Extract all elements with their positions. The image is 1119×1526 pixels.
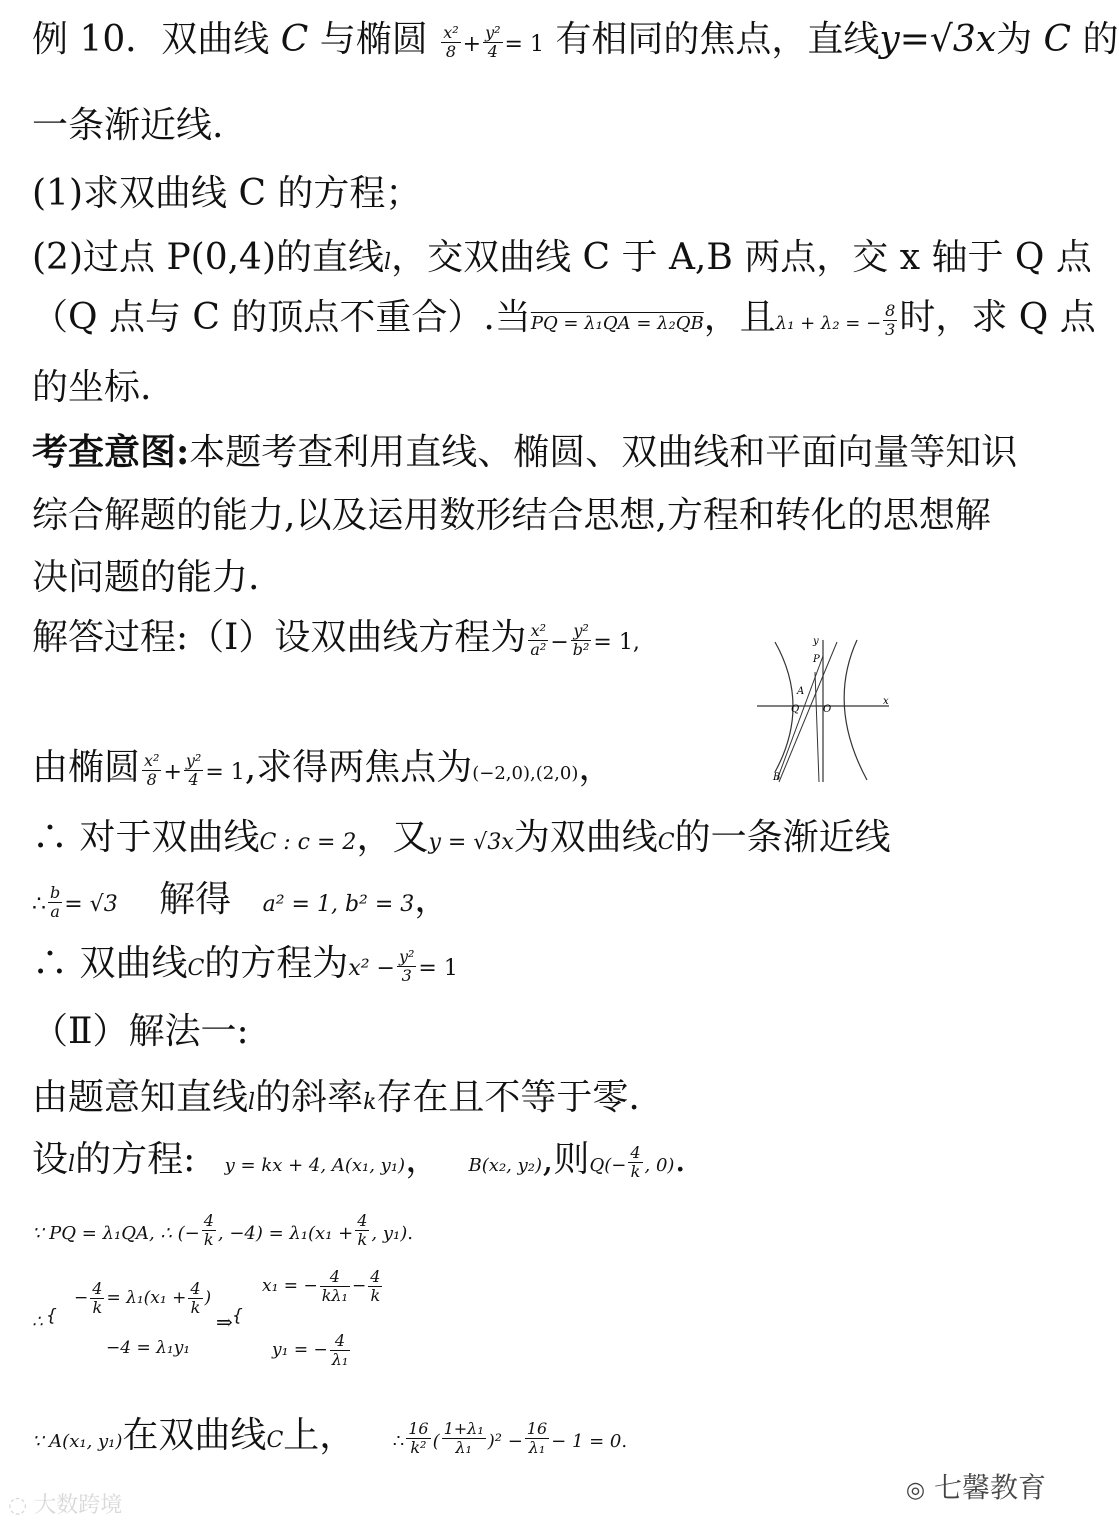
denominator: 4 xyxy=(184,770,203,789)
text: 设 xyxy=(32,1139,69,1180)
denominator: k xyxy=(368,1286,382,1305)
intent-line-1 xyxy=(32,430,1017,475)
numerator: 8 xyxy=(885,300,896,320)
watermark-left xyxy=(8,1488,122,1519)
math: ( xyxy=(432,1431,440,1452)
denominator: k xyxy=(628,1162,642,1181)
example-title-line xyxy=(32,18,1119,67)
denominator: k xyxy=(188,1298,202,1317)
hyperbola-figure xyxy=(755,632,900,784)
numerator: 4 xyxy=(329,1267,340,1286)
minus: − xyxy=(550,630,569,655)
plus: + xyxy=(163,760,182,785)
intent-line-3: 决问题的能力. xyxy=(32,557,260,598)
fraction xyxy=(525,1420,549,1457)
question-1: (1)求双曲线 C 的方程； xyxy=(32,173,422,214)
text: (2)过点 P(0,4)的直线 xyxy=(32,237,385,278)
math: − 1 = 0 xyxy=(551,1431,622,1452)
plus: + xyxy=(462,32,482,57)
text: 的 xyxy=(1082,19,1119,60)
text: . xyxy=(674,1139,686,1180)
numerator: 4 xyxy=(370,1267,381,1286)
fraction xyxy=(202,1212,216,1249)
intent-line-2: 综合解题的能力,以及运用数形结合思想,方程和转化的思想解 xyxy=(32,495,991,536)
text: 解答过程:（Ⅰ）设双曲线方程为 xyxy=(32,617,527,658)
therefore: ∴ xyxy=(32,892,46,917)
system-left-eq-2: −4 = λ₁y₁ xyxy=(106,1338,191,1358)
denominator: 3 xyxy=(397,966,416,985)
example-line-2: 一条渐近线. xyxy=(32,105,224,146)
lambda-sum: λ₁ + λ₂ = − xyxy=(775,313,882,334)
solution-line-10 xyxy=(32,1414,627,1464)
denominator: a² xyxy=(530,639,547,659)
text: 为双曲线 xyxy=(513,817,658,858)
text: ,则 xyxy=(542,1139,590,1180)
math: k xyxy=(363,1090,377,1115)
numerator: 4 xyxy=(190,1279,201,1298)
watermark-text: 大数跨境 xyxy=(34,1493,123,1518)
text: y=√3x xyxy=(879,19,997,60)
numerator: 16 xyxy=(408,1418,429,1438)
text: 的一条渐近线 xyxy=(674,817,891,858)
numerator: 1+λ₁ xyxy=(443,1418,484,1438)
denominator: 4 xyxy=(483,42,502,61)
solution-line-7 xyxy=(32,1076,640,1125)
denominator: k xyxy=(90,1298,104,1317)
numerator: b xyxy=(50,882,61,902)
text: 为 xyxy=(996,19,1033,60)
text: 在双曲线 xyxy=(122,1415,267,1456)
system-right-eq-2 xyxy=(272,1332,352,1369)
numerator: x² xyxy=(443,22,459,42)
solution-line-9 xyxy=(32,1206,413,1256)
denominator: b² xyxy=(572,639,590,659)
text: 有相同的焦点，直线 xyxy=(555,19,880,60)
fraction xyxy=(330,1332,351,1369)
system-right-eq-1 xyxy=(262,1268,384,1305)
denominator: k xyxy=(355,1230,369,1249)
text: （Q 点与 C 的顶点不重合）.当 xyxy=(32,297,531,338)
left-brace: { xyxy=(46,1306,57,1326)
math: y = kx + 4, A(x₁, y₁) xyxy=(224,1155,406,1176)
denominator: λ₁ xyxy=(331,1350,349,1369)
text: C xyxy=(1043,19,1072,60)
text: ，又 xyxy=(356,817,429,858)
text: 解得 xyxy=(159,879,232,920)
numerator: x² xyxy=(144,750,160,770)
math: l xyxy=(248,1090,256,1115)
question-2-line-2 xyxy=(32,296,1096,346)
question-2-line-3: 的坐标. xyxy=(32,367,152,408)
math: ∵ A(x₁, y₁) xyxy=(32,1431,123,1452)
math: y₁ = − xyxy=(272,1340,328,1360)
text: 时，求 Q 点 xyxy=(899,297,1096,338)
text: ∴ 双曲线 xyxy=(32,943,188,984)
equation-system xyxy=(32,1262,381,1380)
math: ) xyxy=(204,1288,212,1308)
fraction xyxy=(355,1212,369,1249)
asymptote-2 xyxy=(815,672,819,782)
solution-line-5 xyxy=(32,942,458,991)
vector-expression: PQ = λ₁QA = λ₂QB xyxy=(530,313,704,334)
denominator: k² xyxy=(406,1438,430,1457)
math: , 0) xyxy=(644,1155,675,1176)
label-p: P xyxy=(813,654,820,665)
math: = √3 xyxy=(64,892,118,917)
math: , y₁) xyxy=(371,1223,408,1244)
denominator: k xyxy=(202,1230,216,1249)
text: 与椭圆 xyxy=(319,19,428,60)
numerator: 16 xyxy=(526,1418,548,1438)
math: , −4) = λ₁(x₁ + xyxy=(217,1223,354,1244)
fraction xyxy=(368,1268,382,1305)
math: x² − xyxy=(348,956,395,981)
foci: (−2,0),(2,0) xyxy=(472,763,579,784)
numerator: y² xyxy=(573,620,589,640)
denominator: λ₁ xyxy=(442,1438,486,1457)
fraction xyxy=(142,752,161,789)
line-l xyxy=(777,656,823,780)
denominator: 8 xyxy=(441,42,460,61)
watermark-right xyxy=(906,1466,1046,1506)
fraction xyxy=(571,622,592,659)
numerator: y² xyxy=(485,22,501,42)
system-left-eq-1 xyxy=(74,1280,211,1317)
label-x: x xyxy=(883,696,889,707)
solution-line-1 xyxy=(32,616,640,665)
solution-line-2 xyxy=(32,746,614,796)
fraction xyxy=(320,1268,350,1305)
text: ， xyxy=(414,879,451,920)
text: ,求得两焦点为 xyxy=(244,747,473,788)
text: . xyxy=(621,1431,628,1452)
math: − xyxy=(351,1276,367,1296)
text: ， xyxy=(578,747,615,788)
numerator: 4 xyxy=(334,1331,346,1350)
equals: = 1 xyxy=(418,956,458,981)
math: C xyxy=(657,830,675,855)
math: C xyxy=(266,1428,284,1453)
solution-line-3 xyxy=(32,816,891,865)
numerator: 4 xyxy=(203,1210,214,1230)
label-o: O xyxy=(823,704,832,715)
fraction xyxy=(442,1420,486,1457)
numerator: y² xyxy=(185,750,202,770)
label-y: y xyxy=(813,636,819,647)
fraction xyxy=(184,752,203,789)
label-b: B xyxy=(773,772,781,783)
watermark-text: 七馨教育 xyxy=(933,1471,1046,1504)
math: x₁ = − xyxy=(262,1276,318,1296)
math: C : c = 2 xyxy=(259,830,357,855)
fraction xyxy=(528,622,548,659)
denominator: λ₁ xyxy=(525,1438,549,1457)
solution-part-2-title: （Ⅱ）解法一: xyxy=(32,1011,249,1052)
math: − xyxy=(74,1288,89,1308)
denominator: kλ₁ xyxy=(321,1286,348,1305)
text: . xyxy=(407,1223,413,1244)
denominator: 8 xyxy=(142,770,161,789)
math: )² − xyxy=(487,1431,523,1452)
fraction xyxy=(188,1280,202,1317)
text: C xyxy=(280,19,309,60)
solution-line-4 xyxy=(32,878,450,927)
watermark-logo-icon: ◌ xyxy=(8,1493,28,1518)
math: y = √3x xyxy=(428,830,514,855)
denominator: a xyxy=(48,902,62,921)
numerator: y² xyxy=(398,946,415,966)
text: 由题意知直线 xyxy=(32,1077,249,1118)
text: 例 10．双曲线 xyxy=(32,19,270,60)
math: B(x₂, y₂) xyxy=(468,1155,543,1176)
therefore: ∴ xyxy=(392,1431,405,1452)
fraction xyxy=(397,948,416,985)
fraction xyxy=(90,1280,104,1317)
text: 存在且不等于零. xyxy=(376,1077,640,1118)
equals: = 1 xyxy=(504,32,544,57)
numerator: 4 xyxy=(630,1142,641,1162)
wechat-icon: ◎ xyxy=(905,1478,926,1503)
text: 的斜率 xyxy=(255,1077,364,1118)
fraction xyxy=(628,1144,642,1181)
text: l xyxy=(384,250,392,275)
hyperbola-right-branch xyxy=(844,640,867,780)
text: 由椭圆 xyxy=(32,747,141,788)
right-brace: { xyxy=(232,1306,243,1326)
numerator: 4 xyxy=(357,1210,368,1230)
math: = λ₁(x₁ + xyxy=(106,1288,187,1308)
text: 的方程为 xyxy=(204,943,349,984)
math: C xyxy=(187,956,205,981)
fraction xyxy=(883,302,897,339)
implies: ⇒ xyxy=(216,1310,233,1334)
text: 上， xyxy=(283,1415,356,1456)
fraction xyxy=(483,24,502,61)
text: ，交双曲线 C 于 A,B 两点，交 x 轴于 Q 点 xyxy=(391,237,1092,278)
fraction xyxy=(441,24,460,61)
question-2-line-1 xyxy=(32,236,1092,285)
fraction xyxy=(48,884,62,921)
therefore: ∴ xyxy=(32,1312,43,1332)
text: 的方程: xyxy=(75,1139,196,1180)
fraction xyxy=(406,1420,430,1457)
math: Q(− xyxy=(589,1155,627,1176)
intent-label: 考查意图: xyxy=(32,431,190,473)
math: a² = 1, b² = 3 xyxy=(262,892,415,917)
solution-line-8 xyxy=(32,1138,686,1188)
label-a: A xyxy=(797,686,805,697)
label-q: Q xyxy=(791,704,800,715)
numerator: x² xyxy=(530,620,547,640)
text: ，且 xyxy=(703,297,776,338)
math: l xyxy=(68,1152,76,1177)
math: , ∴ (− xyxy=(148,1223,200,1244)
math: ∵ PQ = λ₁QA xyxy=(32,1223,149,1244)
text: ∴ 对于双曲线 xyxy=(32,817,260,858)
text: 本题考查利用直线、椭圆、双曲线和平面向量等知识 xyxy=(189,432,1018,473)
text: ， xyxy=(405,1139,442,1180)
equals: = 1, xyxy=(593,630,640,655)
numerator: 4 xyxy=(92,1279,103,1298)
equals: = 1 xyxy=(205,760,245,785)
denominator: 3 xyxy=(885,319,896,339)
